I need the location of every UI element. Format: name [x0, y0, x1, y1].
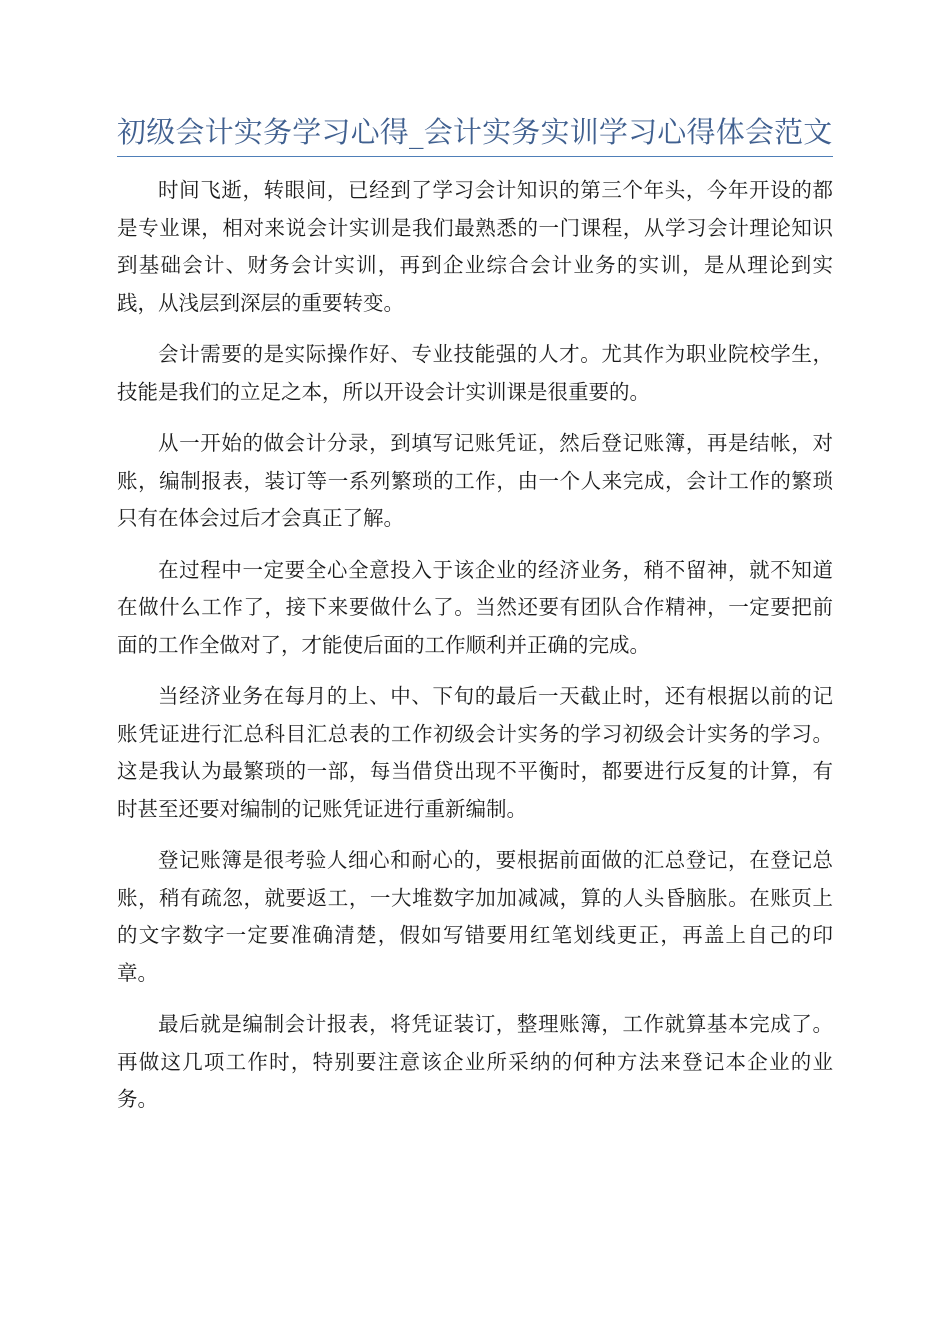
paragraph-3: 从一开始的做会计分录，到填写记账凭证，然后登记账簿，再是结帐，对账，编制报表，装订等一系列繁琐的工作，由一个人来完成，会计工作的繁琐只有在体会过后才会真正了解。 — [117, 431, 833, 530]
title-block — [117, 112, 833, 157]
paragraph-7: 最后就是编制会计报表，将凭证装订，整理账簿，工作就算基本完成了。再做这几项工作时，特别要注意该企业所采纳的何种方法来登记本企业的业务。 — [117, 1012, 833, 1111]
document-body — [117, 172, 833, 1133]
paragraph-6: 登记账簿是很考验人细心和耐心的，要根据前面做的汇总登记，在登记总账，稍有疏忽，就要返工，一大堆数字加加减减，算的人头昏脑胀。在账页上的文字数字一定要准确清楚，假如写错要用红笔划线更正，再盖上自己的印章。 — [117, 848, 833, 985]
paragraph-2: 会计需要的是实际操作好、专业技能强的人才。尤其作为职业院校学生，技能是我们的立足之本，所以开设会计实训课是很重要的。 — [117, 342, 833, 404]
page-title: 初级会计实务学习心得_会计实务实训学习心得体会范文 — [117, 115, 833, 149]
paragraph-4: 在过程中一定要全心全意投入于该企业的经济业务，稍不留神，就不知道在做什么工作了，接下来要做什么了。当然还要有团队合作精神，一定要把前面的工作全做对了，才能使后面的工作顺利并正确的完成。 — [117, 557, 833, 657]
paragraph-5: 当经济业务在每月的上、中、下旬的最后一天截止时，还有根据以前的记账凭证进行汇总科目汇总表的工作初级会计实务的学习初级会计实务的学习。这是我认为最繁琐的一部，每当借贷出现不平衡时，都要进行反复的计算，有时甚至还要对编制的记账凭证进行重新编制。 — [117, 684, 833, 821]
paragraph-1: 时间飞逝，转眼间，已经到了学习会计知识的第三个年头，今年开设的都是专业课，相对来说会计实训是我们最熟悉的一门课程，从学习会计理论知识到基础会计、财务会计实训，再到企业综合会计业务的实训，是从理论到实践，从浅层到深层的重要转变。 — [117, 178, 833, 315]
